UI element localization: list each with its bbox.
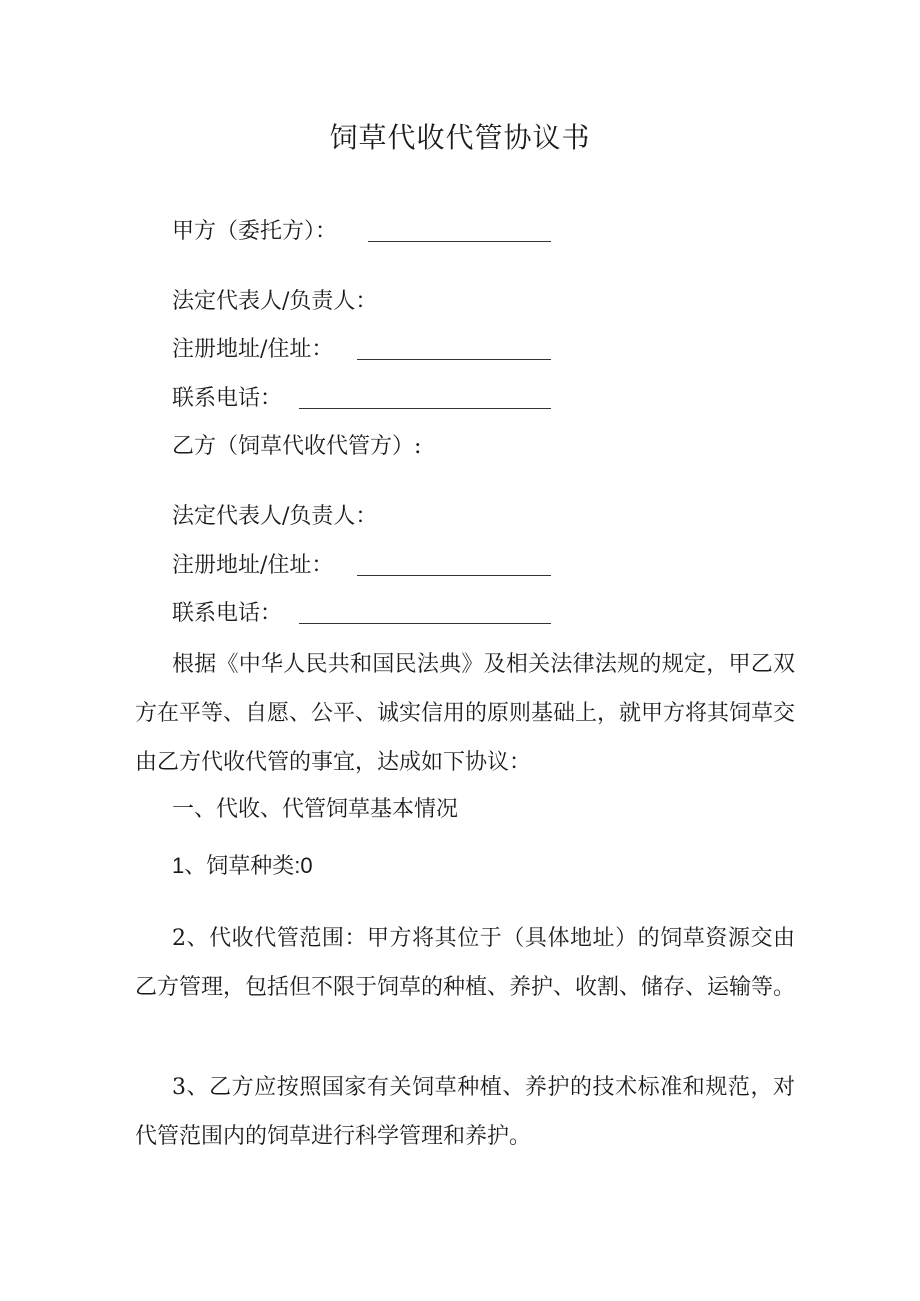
party-a-label: 甲方（委托方）： (172, 219, 338, 244)
party-b-phone-blank (299, 623, 551, 624)
party-b-address-blank (357, 575, 551, 576)
section-1-item-2: 2、代收代管范围：甲方将其位于（具体地址）的饲草资源交由乙方管理，包括但不限于饲草的种植、养护、收割、储存、运输等。 (135, 926, 796, 1000)
preamble-paragraph: 根据《中华人民共和国民法典》及相关法律法规的规定，甲乙双方在平等、自愿、公平、诚实信用的原则基础上，就甲方将其饲草交由乙方代收代管的事宜，达成如下协议： (135, 652, 796, 775)
party-a-phone-blank (299, 408, 551, 409)
section-1-item-3: 3、乙方应按照国家有关饲草种植、养护的技术标准和规范，对代管范围内的饲草进行科学管理和养护。 (135, 1075, 795, 1149)
party-a-phone-label: 联系电话： (172, 386, 283, 411)
section-1-item-1: 1、饲草种类:0 (172, 853, 313, 878)
party-a-blank (368, 241, 551, 242)
party-b-address-label: 注册地址/住址： (172, 553, 334, 578)
document-title: 饲草代收代管协议书 (329, 121, 591, 154)
party-a-address-blank (357, 359, 551, 360)
party-a-representative-label: 法定代表人/负责人： (172, 289, 378, 314)
party-b-representative-label: 法定代表人/负责人： (172, 504, 378, 529)
section-1-heading: 一、代收、代管饲草基本情况 (172, 797, 459, 822)
party-b-label: 乙方（饲草代收代管方）: (172, 434, 422, 459)
party-b-phone-label: 联系电话： (172, 601, 283, 626)
party-a-address-label: 注册地址/住址： (172, 337, 334, 362)
